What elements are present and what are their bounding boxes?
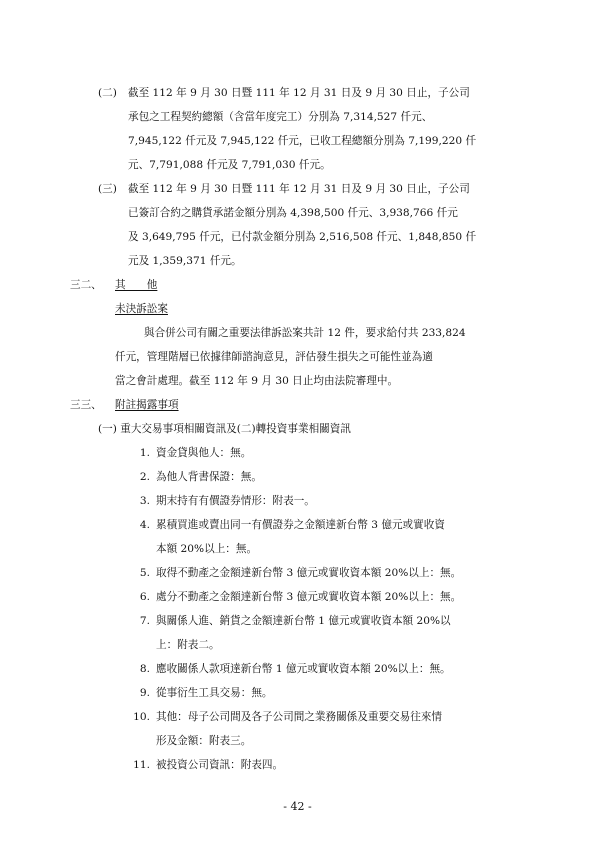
section-3-line-4: 元及 1,359,371 仟元。	[128, 255, 242, 267]
list-item-continuation: 上：附表二。	[156, 639, 220, 651]
list-item: 1. 資金貸與他人：無。	[139, 447, 252, 459]
section-32-line-2: 仟元，管理階層已依據律師諮詢意見，評估發生損失之可能性並為適	[115, 351, 433, 363]
section-32-title: 其 他	[115, 279, 158, 291]
section-33-subheading: (一) 重大交易事項相關資訊及(二)轉投資事業相關資訊	[98, 423, 351, 435]
section-32-line-3: 當之會計處理。截至 112 年 9 月 30 日止均由法院審理中。	[115, 375, 399, 387]
list-item: 11. 被投資公司資訊：附表四。	[133, 759, 284, 771]
section-3-line-3: 及 3,649,795 仟元，已付款金額分別為 2,516,508 仟元、1,848,850 仟	[128, 231, 477, 243]
list-item: 2. 為他人背書保證：無。	[139, 471, 262, 483]
section-2-line-4: 元、7,791,088 仟元及 7,791,030 仟元。	[128, 159, 331, 171]
list-item: 10. 其他：母子公司間及各子公司間之業務關係及重要交易往來情	[133, 711, 443, 723]
section-32-number: 三二、	[70, 279, 102, 291]
list-item-continuation: 形及金額：附表三。	[156, 735, 252, 747]
list-item: 4. 累積買進或賣出同一有價證券之金額達新台幣 3 億元或實收資	[139, 519, 445, 531]
list-item: 3. 期末持有有價證券情形：附表一。	[139, 495, 315, 507]
section-3-line-1: 截至 112 年 9 月 30 日暨 111 年 12 月 31 日及 9 月 30 日止，子公司	[128, 183, 470, 195]
page-number: - 42 -	[283, 800, 312, 813]
list-item: 5. 取得不動產之金額達新台幣 3 億元或實收資本額 20%以上：無。	[139, 567, 462, 579]
section-3-line-2: 已簽訂合約之購貨承諾金額分別為 4,398,500 仟元、3,938,766 仟元	[128, 207, 458, 219]
section-2-line-1: 截至 112 年 9 月 30 日暨 111 年 12 月 31 日及 9 月 30 日止，子公司	[128, 87, 470, 99]
list-item: 8. 應收關係人款項達新台幣 1 億元或實收資本額 20%以上：無。	[139, 663, 451, 675]
list-item: 6. 處分不動產之金額達新台幣 3 億元或實收資本額 20%以上：無。	[139, 591, 462, 603]
section-3-marker: (三)	[98, 183, 117, 195]
list-item: 9. 從事衍生工具交易：無。	[139, 687, 273, 699]
section-2-line-3: 7,945,122 仟元及 7,945,122 仟元，已收工程總額分別為 7,199,220 仟	[128, 135, 477, 147]
list-item: 7. 與關係人進、銷貨之金額達新台幣 1 億元或實收資本額 20%以	[139, 615, 451, 627]
section-33-title: 附註揭露事項	[115, 399, 179, 411]
section-2-line-2: 承包之工程契約總額（含當年度完工）分別為 7,314,527 仟元、	[128, 111, 433, 123]
list-item-continuation: 本額 20%以上：無。	[156, 543, 258, 555]
section-33-number: 三三、	[70, 399, 102, 411]
section-32-line-1: 與合併公司有關之重要法律訴訟案共計 12 件，要求給付共 233,824	[144, 327, 466, 339]
section-32-subtitle: 未決訴訟案	[115, 303, 168, 315]
section-2-marker: (二)	[98, 87, 117, 99]
